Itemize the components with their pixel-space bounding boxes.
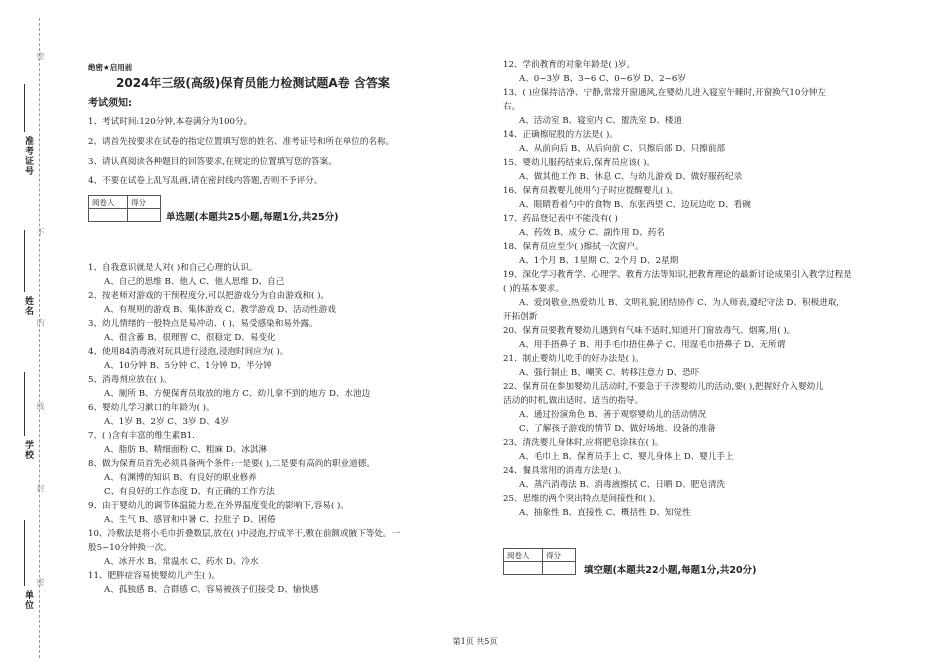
question-line: 5、消毒剂应放在( )。 (88, 375, 172, 385)
school-label: 学校 (23, 440, 33, 460)
question-line: 21、制止婴幼儿吃手的好办法是( )。 (503, 354, 644, 364)
candidate-id-field[interactable] (24, 84, 25, 132)
option-line: A、1岁 B、2岁 C、3岁 D、4岁 (104, 417, 229, 427)
option-line: C、了解孩子游戏的情节 D、做好场地、设备的准备 (519, 424, 716, 434)
option-line: A、药效 B、成分 C、副作用 D、药名 (519, 228, 665, 238)
option-line: A、孤独感 B、合群感 C、容易被孩子们接受 D、愉快感 (104, 585, 319, 595)
option-line: A、毛巾上 B、保育员手上 C、婴儿身体上 D、婴儿手上 (519, 452, 734, 462)
question-line: 2、按老师对游戏的干预程度分,可以把游戏分为自由游戏和( )。 (88, 291, 330, 301)
question-line: 1、自我意识就是人对( )和自己心理的认识。 (88, 263, 258, 273)
instruction-line: 1、考试时间:120分钟,本卷满分为100分。 (88, 117, 253, 127)
seal-char: 不 (36, 228, 45, 236)
name-field[interactable] (24, 230, 25, 292)
option-line: A、10分钟 B、5分钟 C、1分钟 D、半分钟 (104, 361, 272, 371)
question-line: 18、保育员应至少( )擦拭一次窗户。 (503, 242, 644, 252)
question-line: 6、婴幼儿学习漱口的年龄为( )。 (88, 403, 215, 413)
question-line: 15、婴幼儿服药结束后,保育员应该( )。 (503, 158, 656, 168)
question-line: 右。 (503, 102, 521, 112)
seal-char: 内 (36, 318, 45, 326)
option-line: A、脂肪 B、精细面粉 C、粗麻 D、冰淇淋 (104, 445, 268, 455)
score-cell[interactable] (128, 209, 161, 222)
instruction-line: 3、请认真阅读各种题目的回答要求,在规定的位置填写您的答案。 (88, 157, 337, 167)
seal-char: 封 (36, 484, 45, 492)
reviewer-cell[interactable] (89, 209, 128, 222)
reviewer-cell[interactable] (504, 562, 543, 575)
seal-line (39, 18, 40, 658)
candidate-id-label: 准考证号 (23, 136, 33, 176)
reviewer-header: 阅卷人 (504, 549, 543, 562)
seal-char: 线 (36, 402, 45, 410)
score-cell[interactable] (543, 562, 576, 575)
question-line: 12、学前教育的对象年龄是( )岁。 (503, 60, 636, 70)
question-line: 10、冷敷法是将小毛巾折叠数层,放在( )中浸泡,拧成半干,敷在前额或腋下等处。一 (88, 529, 401, 539)
option-line: A、做其他工作 B、休息 C、与幼儿游戏 D、做好服药纪录 (519, 172, 743, 182)
option-line: A、自己的思维 B、他人 C、他人思维 D、自己 (104, 277, 285, 287)
question-line: 13、( )应保持洁净、宁静,常常开窗通风,在婴幼儿进入寝室午睡时,开窗换气10分钟左 (503, 88, 827, 98)
option-line: A、1个月 B、1星期 C、2个月 D、2星期 (519, 256, 679, 266)
option-line: A、强行制止 B、嘲笑 C、转移注意力 D、恐吓 (519, 368, 700, 378)
option-line: A、冰开水 B、常温水 C、药水 D、冷水 (104, 557, 259, 567)
option-line: A、爱岗敬业,热爱幼儿 B、文明礼貌,团结协作 C、为人师表,遵纪守法 D、积极进取, (519, 298, 840, 308)
question-line: 7、( )含有丰富的维生素B1. (88, 431, 195, 441)
question-line: ( )的基本要求。 (503, 284, 564, 294)
score-box (503, 548, 576, 575)
section-title-single-choice: 单选题(本题共25小题,每题1分,共25分) (166, 212, 339, 223)
page-footer: 第1页 共5页 (452, 637, 498, 646)
reviewer-header: 阅卷人 (89, 196, 128, 209)
option-line: A、用手捂鼻子 B、用手毛巾捂住鼻子 C、用湿毛巾捂鼻子 D、无所谓 (519, 340, 786, 350)
unit-field[interactable] (24, 520, 25, 586)
score-box (88, 195, 161, 222)
option-line: 开拓创新 (503, 312, 538, 322)
question-line: 11、肥胖症容易使婴幼儿产生( )。 (88, 571, 221, 581)
question-line: 16、保育员教婴儿使用勺子时应提醒婴儿( )。 (503, 186, 679, 196)
instruction-line: 4、不要在试卷上乱写乱画,请在密封线内答题,否则不予评分。 (88, 176, 323, 186)
option-line: A、生气 B、感冒和中暑 C、拉肚子 D、困倦 (104, 515, 276, 525)
option-line: A、活动室 B、寝室内 C、盥洗室 D、楼道 (519, 116, 683, 126)
secret-mark: 绝密★启用前 (88, 63, 133, 72)
instruction-line: 2、请首先按要求在试卷的指定位置填写您的姓名、准考证号和所在单位的名称。 (88, 137, 395, 147)
score-header: 得分 (128, 196, 161, 209)
question-line: 3、幼儿情绪的一般特点是易冲动、( )、易受感染和易外露。 (88, 319, 318, 329)
score-header: 得分 (543, 549, 576, 562)
notice-heading: 考试须知: (88, 98, 132, 109)
question-line: 般5~10分钟换一次。 (88, 543, 172, 553)
school-field[interactable] (24, 372, 25, 436)
question-line: 24、餐具常用的消毒方法是( )。 (503, 466, 627, 476)
option-line: A、有规则的游戏 B、集体游戏 C、教学游戏 D、活动性游戏 (104, 305, 336, 315)
question-line: 14、正确擦屁股的方法是( )。 (503, 130, 618, 140)
option-line: A、眼睛看着勺中的食物 B、东张西望 C、边玩边吃 D、看碗 (519, 200, 751, 210)
seal-char: 密 (36, 52, 45, 60)
question-line: 19、深化学习教育学、心理学、教育方法等知识,把教育理论的最新讨论成果引入教学过程是 (503, 270, 852, 280)
section-title-fill-blank: 填空题(本题共22小题,每题1分,共20分) (584, 565, 757, 576)
question-line: 活动的时机,做出适时、适当的指导。 (503, 396, 644, 406)
option-line: A、抽象性 B、直接性 C、概括性 D、知觉性 (519, 508, 691, 518)
question-line: 25、思维的两个突出特点是间接性和( )。 (503, 494, 661, 504)
page-title: 2024年三级(高级)保育员能力检测试题A卷 含答案 (116, 76, 390, 90)
question-line: 9、由于婴幼儿的调节体温能力差,在外界温度变化的影响下,容易( )。 (88, 501, 349, 511)
question-line: 22、保育员在参加婴幼儿活动时,不要急于干涉婴幼儿的活动,要( ),把握好介入婴幼儿 (503, 382, 824, 392)
question-line: 8、做为保育员首先必须具备两个条件:一是要( ),二是要有高尚的职业道德。 (88, 459, 375, 469)
option-line: A、有渊博的知识 B、有良好的职业修养 (104, 473, 257, 483)
option-line: A、通过扮演角色 B、善于观察婴幼儿的活动情况 (519, 410, 707, 420)
question-line: 20、保育员要教育婴幼儿遇到有气味不适时,知道开门窗放毒气、烟雾,用( )。 (503, 326, 796, 336)
option-line: A、很含蓄 B、很理智 C、很稳定 D、易变化 (104, 333, 276, 343)
question-line: 23、清洗婴儿身体时,应将肥皂涂抹在( )。 (503, 438, 664, 448)
unit-label: 单位 (23, 590, 33, 610)
question-line: 17、药品登记表中不能没有( ) (503, 214, 618, 224)
option-line: A、0~3岁 B、3~6 C、0~6岁 D、2~6岁 (519, 74, 686, 84)
option-line: A、蒸汽消毒法 B、消毒液擦拭 C、日晒 D、肥皂清洗 (519, 480, 726, 490)
option-line: C、有良好的工作态度 D、有正确的工作方法 (104, 487, 275, 497)
question-line: 4、使用84消毒液对玩具进行浸泡,浸泡时间应为( )。 (88, 347, 289, 357)
name-label: 姓名 (23, 296, 33, 316)
option-line: A、从前向后 B、从后向前 C、只擦后部 D、只擦前部 (519, 144, 726, 154)
seal-char: 密 (36, 578, 45, 586)
option-line: A、厕所 B、方便保育员取放的地方 C、幼儿拿不到的地方 D、水池边 (104, 389, 371, 399)
